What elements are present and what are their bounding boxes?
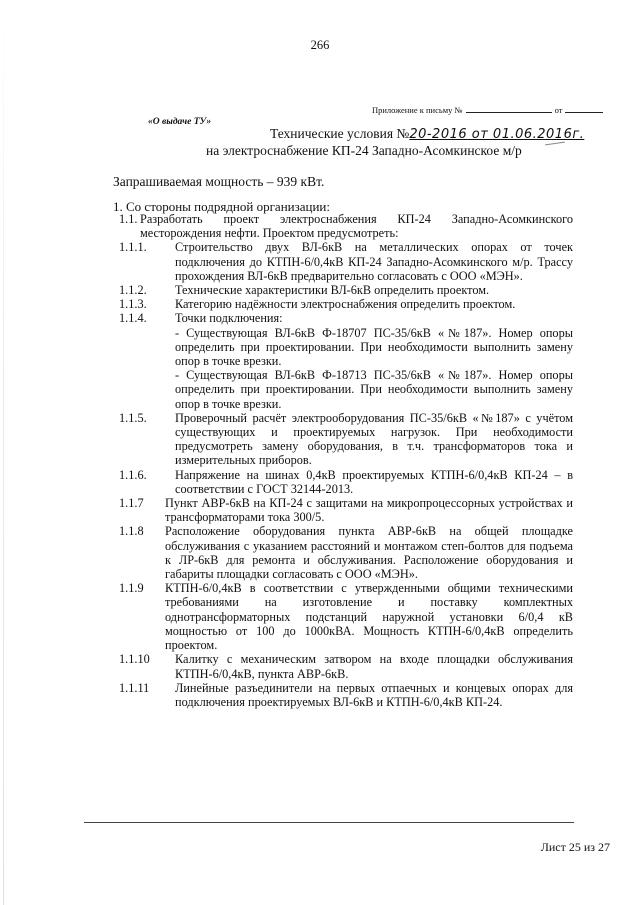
item-paragraph: Технические характеристики ВЛ-6кВ определить проектом.	[175, 283, 490, 298]
power-request: Запрашиваемая мощность – 939 кВт.	[113, 174, 325, 189]
item-paragraph: Категорию надёжности электроснабжения определить проектом.	[175, 297, 516, 312]
list-item	[113, 240, 573, 283]
item-paragraph: Напряжение на шинах 0,4кВ проектируемых КТПН-6/0,4кВ КП-24 – в соответствии с ГОСТ 32144-2013.	[175, 467, 573, 496]
item-number: 1.1.3.	[119, 297, 147, 312]
item-paragraph: Проверочный расчёт электрооборудования ПС-35/6кВ «№187» с учётом существующих и проектируемых нагрузок. При необходимости предусмотреть замену оборудования, в т.ч. трансформаторов тока и измерительных приборов.	[175, 410, 573, 468]
item-text	[175, 652, 573, 680]
item-number: 1.1.6.	[119, 467, 147, 482]
attachment-label: Приложение к письму №	[372, 105, 463, 115]
footer-separator	[84, 822, 574, 823]
item-number: 1.1.8	[119, 524, 144, 539]
item-paragraph: - Существующая ВЛ-6кВ Ф-18707 ПС-35/6кВ «№187». Номер опоры определить при проектировании. При необходимости выполнить замену опор в точке врезки.	[175, 325, 573, 369]
item-number: 1.1.11	[119, 680, 150, 695]
list-item	[113, 524, 573, 581]
attachment-number-blank	[466, 104, 552, 113]
list-item	[113, 212, 573, 240]
item-text	[175, 681, 573, 709]
section-heading: 1. Со стороны подрядной организации:	[113, 199, 331, 214]
item-text	[140, 212, 573, 240]
item-text	[165, 524, 573, 581]
title-prefix: Технические условия №	[270, 126, 410, 141]
list-item	[113, 311, 573, 410]
list-item	[113, 411, 573, 468]
item-text	[175, 411, 573, 468]
item-paragraph: Калитку с механическим затвором на входе площадки обслуживания КТПН-6/0,4кВ, пункта АВР-6кВ.	[175, 652, 573, 681]
list-item	[113, 468, 573, 496]
list-item	[113, 496, 573, 524]
tu-note: «О выдаче ТУ»	[148, 117, 212, 127]
item-paragraph: Точки подключения:	[175, 311, 283, 326]
item-text	[175, 468, 573, 496]
sheet-counter: Лист 25 из 27	[540, 840, 610, 854]
document-subtitle: на электроснабжение КП-24 Западно-Асомкинское м/р	[206, 143, 522, 158]
item-paragraph: Расположение оборудования пункта АВР-6кВ на общей площадке обслуживания с указанием расстояний и монтажом степ-болтов для подъема к ЛР-6кВ для ремонта и обслуживания. Расположение оборудования и габариты площадки согласовать с ООО «МЭН».	[165, 524, 573, 582]
item-paragraph: - Существующая ВЛ-6кВ Ф-18713 ПС-35/6кВ «№187». Номер опоры определить при проектировании. При необходимости выполнить замену опор в точке врезки.	[175, 368, 573, 411]
items-list	[113, 212, 573, 709]
item-number: 1.1.9	[119, 581, 144, 596]
list-item	[113, 581, 573, 652]
item-number: 1.1.	[119, 212, 138, 226]
item-number: 1.1.5.	[119, 410, 147, 425]
attachment-line	[372, 104, 603, 115]
handwritten-number: 20-2016 от 01.06.2016г.	[409, 127, 585, 142]
attachment-from-label: от	[554, 105, 563, 115]
item-number: 1.1.2.	[119, 283, 147, 298]
item-number: 1.1.10	[119, 652, 150, 667]
pen-mark	[545, 142, 565, 146]
item-text	[175, 311, 573, 410]
item-number: 1.1.1.	[119, 240, 147, 255]
document-title	[270, 126, 584, 142]
list-item	[113, 681, 573, 709]
item-text	[175, 283, 573, 297]
scan-edge	[3, 0, 4, 905]
item-paragraph: Линейные разъединители на первых отпаечных и концевых опорах для подключения проектируемых ВЛ-6кВ и КТПН-6/0,4кВ КП-24.	[175, 680, 573, 709]
list-item	[113, 297, 573, 311]
attachment-date-blank	[565, 104, 603, 113]
list-item	[113, 283, 573, 297]
item-number: 1.1.7	[119, 496, 144, 511]
item-paragraph: Пункт АВР-6кВ на КП-24 с защитами на микропроцессорных устройствах и трансформаторами тока 300/5.	[165, 496, 573, 525]
list-item	[113, 652, 573, 680]
item-text	[165, 581, 573, 652]
item-paragraph: Разработать проект электроснабжения КП-24 Западно-Асомкинского месторождения нефти. Проектом предусмотреть:	[140, 212, 573, 241]
item-text	[175, 297, 573, 311]
page-number: 266	[310, 38, 330, 52]
item-number: 1.1.4.	[119, 311, 147, 326]
item-paragraph: КТПН-6/0,4кВ в соответствии с утвержденными общими техническими требованиями на изготовление и поставку комплектных однотрансформаторных подстанций наружной установки 6/0,4 кВ мощностью от 100 до 1000кВА. Мощность КТПН-6/0,4кВ определить проектом.	[165, 581, 573, 653]
item-text	[165, 496, 573, 524]
item-text	[175, 240, 573, 283]
item-paragraph: Строительство двух ВЛ-6кВ на металлических опорах от точек подключения до КТПН-6/0,4кВ КП-24 Западно-Асомкинского м/р. Трассу прохождения ВЛ-6кВ предварительно согласовать с ООО «МЭН».	[175, 240, 573, 283]
